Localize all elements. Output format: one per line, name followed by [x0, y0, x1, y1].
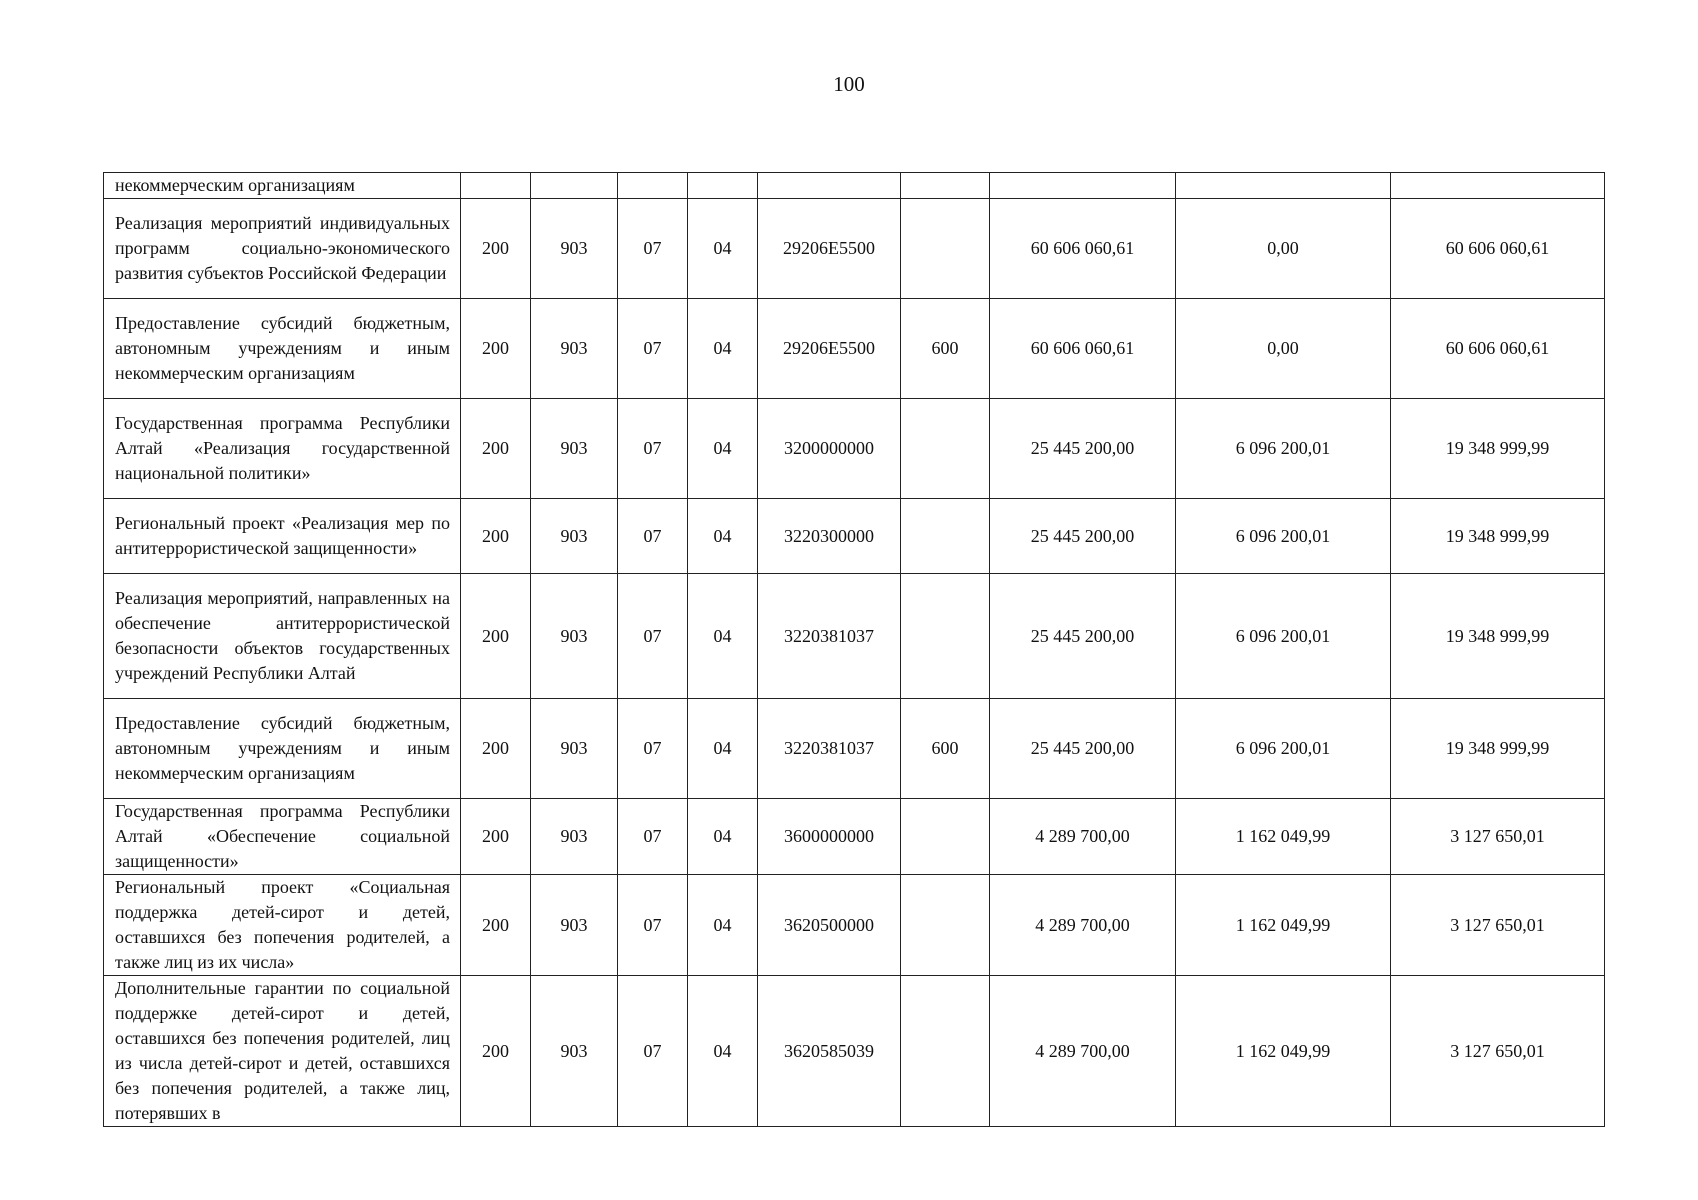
cell-c3: 07	[618, 976, 688, 1127]
row-description: Государственная программа Республики Алтай «Реализация государственной национальной политики»	[104, 399, 461, 499]
cell-c1: 200	[461, 699, 531, 799]
cell-c1: 200	[461, 299, 531, 399]
cell-c6	[901, 199, 990, 299]
table-row	[104, 574, 1605, 699]
row-description: Предоставление субсидий бюджетным, автономным учреждениям и иным некоммерческим организациям	[104, 299, 461, 399]
cell-c6	[901, 799, 990, 875]
cell-c5: 3220300000	[758, 499, 901, 574]
cell-c4: 04	[688, 299, 758, 399]
cell-c4: 04	[688, 499, 758, 574]
cell-c6	[901, 976, 990, 1127]
cell-c1: 200	[461, 976, 531, 1127]
cell-c1: 200	[461, 199, 531, 299]
cell-c9	[1391, 173, 1605, 199]
cell-c6	[901, 875, 990, 976]
cell-c4: 04	[688, 399, 758, 499]
cell-c5: 3620585039	[758, 976, 901, 1127]
cell-c5: 29206E5500	[758, 299, 901, 399]
cell-c6: 600	[901, 699, 990, 799]
cell-c8: 0,00	[1176, 299, 1391, 399]
cell-c9: 3 127 650,01	[1391, 875, 1605, 976]
cell-c3: 07	[618, 875, 688, 976]
cell-c7	[990, 173, 1176, 199]
row-description: Предоставление субсидий бюджетным, автономным учреждениям и иным некоммерческим организациям	[104, 699, 461, 799]
cell-c6	[901, 499, 990, 574]
cell-c2: 903	[531, 976, 618, 1127]
cell-c3: 07	[618, 299, 688, 399]
cell-c7: 4 289 700,00	[990, 875, 1176, 976]
cell-c8: 0,00	[1176, 199, 1391, 299]
cell-c4: 04	[688, 875, 758, 976]
cell-c4: 04	[688, 976, 758, 1127]
cell-c7: 60 606 060,61	[990, 199, 1176, 299]
cell-c2: 903	[531, 299, 618, 399]
cell-c6	[901, 574, 990, 699]
cell-c6: 600	[901, 299, 990, 399]
page-number: 100	[833, 72, 865, 96]
cell-c2	[531, 173, 618, 199]
cell-c8: 6 096 200,01	[1176, 499, 1391, 574]
cell-c3	[618, 173, 688, 199]
cell-c8: 6 096 200,01	[1176, 574, 1391, 699]
table-row	[104, 699, 1605, 799]
cell-c9: 19 348 999,99	[1391, 574, 1605, 699]
table-row	[104, 976, 1605, 1127]
cell-c9: 3 127 650,01	[1391, 799, 1605, 875]
cell-c2: 903	[531, 499, 618, 574]
row-description: Реализация мероприятий, направленных на обеспечение антитеррористической безопасности объектов государственных учреждений Республики Алтай	[104, 574, 461, 699]
table-row	[104, 399, 1605, 499]
cell-c7: 4 289 700,00	[990, 976, 1176, 1127]
cell-c9: 19 348 999,99	[1391, 699, 1605, 799]
table-row	[104, 499, 1605, 574]
cell-c1: 200	[461, 799, 531, 875]
cell-c9: 19 348 999,99	[1391, 499, 1605, 574]
cell-c3: 07	[618, 199, 688, 299]
cell-c5: 29206E5500	[758, 199, 901, 299]
cell-c9: 3 127 650,01	[1391, 976, 1605, 1127]
cell-c8: 1 162 049,99	[1176, 976, 1391, 1127]
cell-c2: 903	[531, 875, 618, 976]
cell-c5: 3620500000	[758, 875, 901, 976]
cell-c4: 04	[688, 199, 758, 299]
row-description: Реализация мероприятий индивидуальных программ социально-экономического развития субъектов Российской Федерации	[104, 199, 461, 299]
cell-c8: 1 162 049,99	[1176, 799, 1391, 875]
cell-c8	[1176, 173, 1391, 199]
cell-c5: 3600000000	[758, 799, 901, 875]
cell-c7: 60 606 060,61	[990, 299, 1176, 399]
cell-c8: 6 096 200,01	[1176, 699, 1391, 799]
row-description: Государственная программа Республики Алтай «Обеспечение социальной защищенности»	[104, 799, 461, 875]
cell-c4: 04	[688, 699, 758, 799]
cell-c6	[901, 173, 990, 199]
row-description: некоммерческим организациям	[104, 173, 461, 199]
cell-c3: 07	[618, 499, 688, 574]
table-row	[104, 199, 1605, 299]
cell-c9: 60 606 060,61	[1391, 299, 1605, 399]
cell-c9: 19 348 999,99	[1391, 399, 1605, 499]
cell-c4	[688, 173, 758, 199]
cell-c1: 200	[461, 574, 531, 699]
cell-c5: 3200000000	[758, 399, 901, 499]
cell-c2: 903	[531, 799, 618, 875]
row-description: Региональный проект «Социальная поддержка детей-сирот и детей, оставшихся без попечения родителей, а также лиц из их числа»	[104, 875, 461, 976]
cell-c4: 04	[688, 799, 758, 875]
cell-c7: 4 289 700,00	[990, 799, 1176, 875]
cell-c4: 04	[688, 574, 758, 699]
cell-c2: 903	[531, 399, 618, 499]
cell-c7: 25 445 200,00	[990, 399, 1176, 499]
cell-c3: 07	[618, 574, 688, 699]
table-row	[104, 875, 1605, 976]
row-description: Региональный проект «Реализация мер по антитеррористической защищенности»	[104, 499, 461, 574]
cell-c2: 903	[531, 574, 618, 699]
cell-c6	[901, 399, 990, 499]
cell-c3: 07	[618, 399, 688, 499]
row-description: Дополнительные гарантии по социальной поддержке детей-сирот и детей, оставшихся без попечения родителей, лиц из числа детей-сирот и детей, оставшихся без попечения родителей, а также лиц, потерявших в	[104, 976, 461, 1127]
cell-c8: 1 162 049,99	[1176, 875, 1391, 976]
cell-c1: 200	[461, 499, 531, 574]
cell-c5: 3220381037	[758, 574, 901, 699]
cell-c7: 25 445 200,00	[990, 574, 1176, 699]
cell-c2: 903	[531, 699, 618, 799]
cell-c3: 07	[618, 699, 688, 799]
cell-c7: 25 445 200,00	[990, 699, 1176, 799]
cell-c1: 200	[461, 875, 531, 976]
cell-c9: 60 606 060,61	[1391, 199, 1605, 299]
cell-c5	[758, 173, 901, 199]
cell-c7: 25 445 200,00	[990, 499, 1176, 574]
table-row	[104, 299, 1605, 399]
cell-c1	[461, 173, 531, 199]
cell-c8: 6 096 200,01	[1176, 399, 1391, 499]
table-row	[104, 799, 1605, 875]
cell-c1: 200	[461, 399, 531, 499]
cell-c3: 07	[618, 799, 688, 875]
cell-c2: 903	[531, 199, 618, 299]
cell-c5: 3220381037	[758, 699, 901, 799]
table-row	[104, 173, 1605, 199]
budget-table	[103, 172, 1605, 1127]
